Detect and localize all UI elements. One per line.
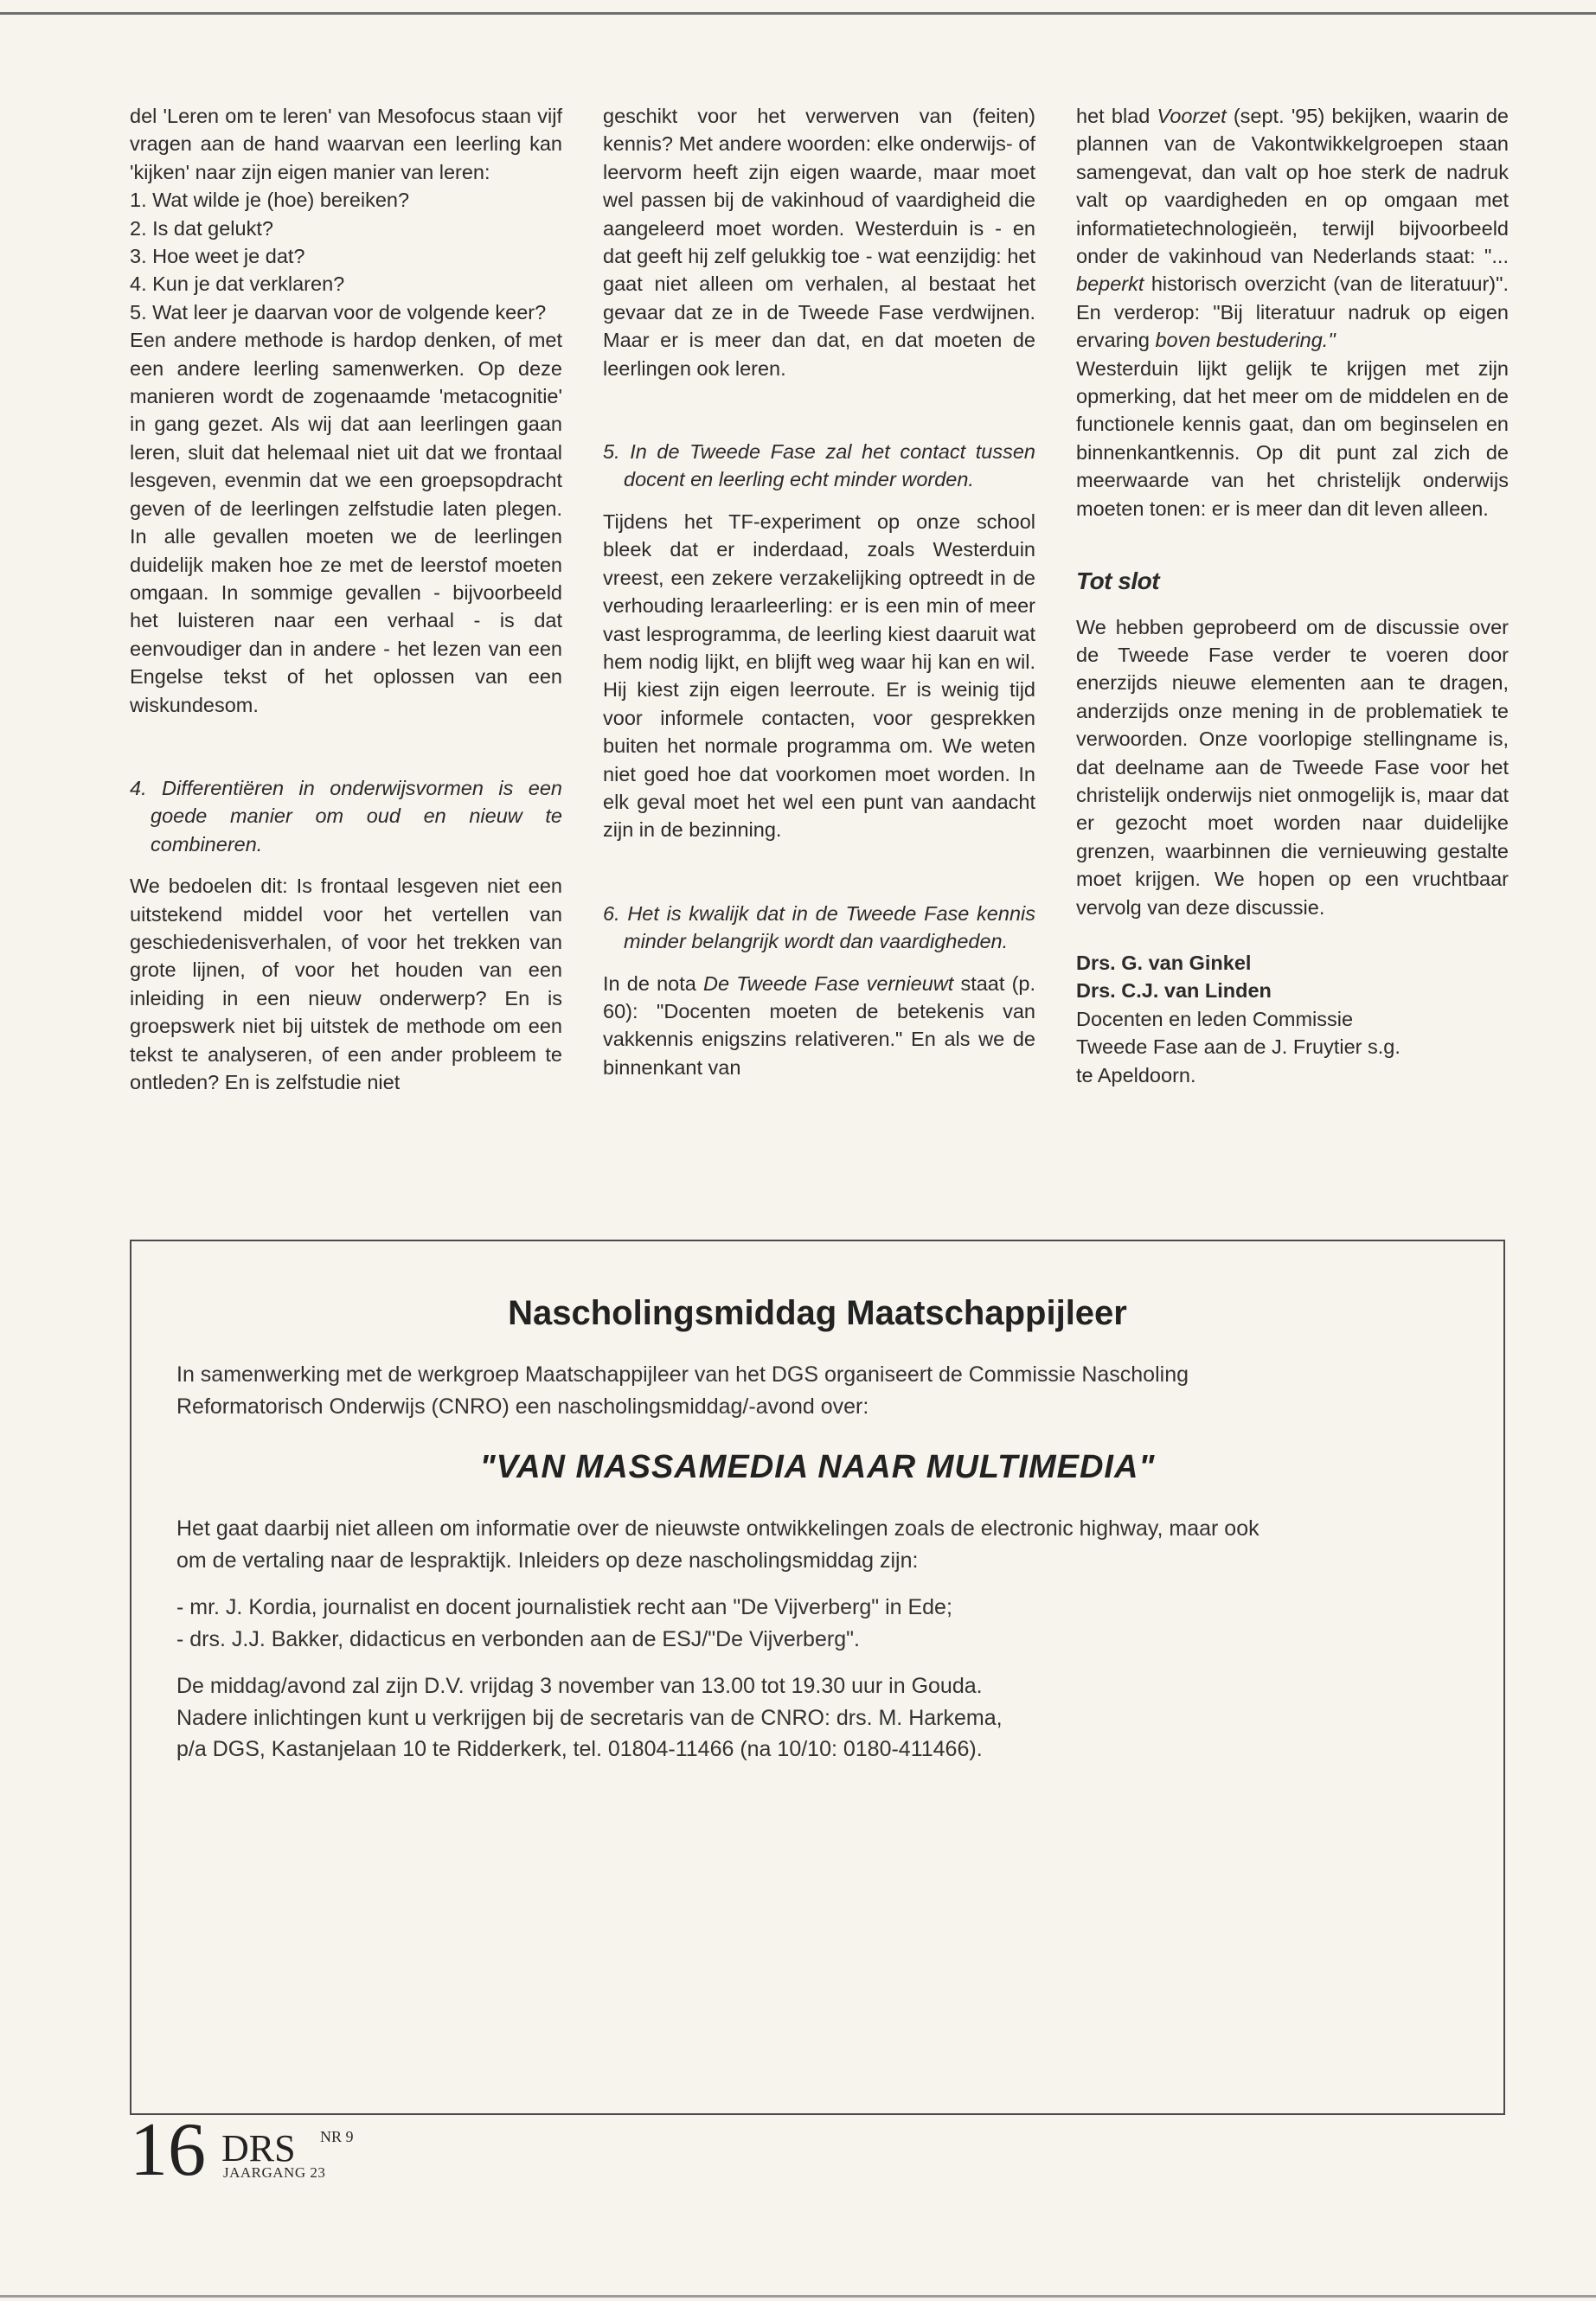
announcement-body: Het gaat daarbij niet alleen om informatie over de nieuwste ontwikkelingen zoals de electronic highway, maar ook bbox=[176, 1516, 1259, 1541]
statement-6: 6. Het is kwalijk dat in de Tweede Fase kennis minder belangrijk wordt dan vaardigheden. bbox=[603, 901, 1035, 953]
col2-paragraph-2: Tijdens het TF-experiment op onze school bleek dat er inderdaad, zoals Westerduin vreest, een zekere verzakelijking optreedt in de verhouding leraarleerling: er is een min of meer vast lesprogramma, de leerling kiest daaruit wat hem nodig lijkt, en blijft weg waar hij kan en wil. Hij kiest zijn eigen leerroute. Er is weinig tijd voor informele contacten, voor gesprekken buiten het normale programma om. We weten niet goed hoe dat voorkomen moet worden. In elk geval moet het wel een punt van aandacht zijn in de bezinning. bbox=[603, 510, 1035, 842]
col1-paragraph: Een andere methode is hardop denken, of met een andere leerling samenwerken. Op deze manieren wordt de zogenaamde 'metacognitie' in gang gezet. Als wij dat aan leerlingen gaan leren, sluit dat helemaal niet uit dat we frontaal lesgeven, evenmin dat we een groepsopdracht geven of de leerlingen zelfstudie laten plegen. In alle gevallen moeten we de leerlingen duidelijk maken hoe ze met de leerstof moeten omgaan. In sommige gevallen - bijvoorbeeld het luisteren naar een verhaal - is dat eenvoudiger dan in andere - het lezen van een Engelse tekst of het oplossen van een wiskundesom. bbox=[130, 329, 562, 716]
magazine-name: DRS bbox=[221, 2127, 296, 2170]
col2-paragraph: geschikt voor het verwerven van (feiten) kennis? Met andere woorden: elke onderwijs- of leervorm heeft zijn eigen waarde, maar moet wel passen bij de vakinhoud of vaardigheid die aangeleerd moet worden. Westerduin is - en dat geeft hij zelf gelukkig toe - wat eenzijdig: het gaat niet alleen om verhalen, al bestaat het gevaar dat ze in de Tweede Fase verdwijnen. Maar er is meer dan dat, en dat moeten de leerlingen ook leren. bbox=[603, 105, 1035, 380]
page-number: 16 bbox=[130, 2108, 206, 2192]
announcement-details: De middag/avond zal zijn D.V. vrijdag 3 november van 13.00 tot 19.30 uur in Gouda. bbox=[176, 1674, 983, 1698]
speaker-item: - mr. J. Kordia, journalist en docent journalistiek recht aan "De Vijverberg" in Ede; bbox=[176, 1595, 952, 1619]
announcement-subtitle: "VAN MASSAMEDIA NAAR MULTIMEDIA" bbox=[479, 1449, 1156, 1485]
column-2 bbox=[603, 102, 1035, 1081]
announcement-body: om de vertaling naar de lespraktijk. Inleiders op deze nascholingsmiddag zijn: bbox=[176, 1548, 919, 1573]
text-run: historisch overzicht (van de literatuur)". En verderop: "Bij literatuur nadruk op eigen ervaring bbox=[1076, 272, 1509, 352]
volume-label: JAARGANG 23 bbox=[223, 2164, 326, 2181]
announcement-details: p/a DGS, Kastanjelaan 10 te Ridderkerk, tel. 01804-11466 (na 10/10: 0180-411466). bbox=[176, 1737, 983, 1761]
text-run: het blad bbox=[1076, 105, 1157, 127]
section-heading: Tot slot bbox=[1076, 567, 1160, 595]
top-rule bbox=[0, 12, 1596, 15]
page-footer bbox=[130, 2107, 562, 2202]
author-name: Drs. C.J. van Linden bbox=[1076, 979, 1272, 1003]
col3-paragraph-3: We hebben geprobeerd om de discussie over de Tweede Fase verder te voeren door enerzijds nieuwe elementen aan te dragen, anderzijds onze mening in de problematiek te verwoorden. Onze voorlopige stellingname is, dat deelname aan de Tweede Fase voor het christelijk onderwijs niet onmogelijk is, maar dat er gezocht moet worden naar duidelijke grenzen, waarbinnen die vernieuwing gestalte moet krijgen. We hopen op een vruchtbaar vervolg van deze discussie. bbox=[1076, 615, 1509, 919]
voorzet-title: Voorzet bbox=[1157, 105, 1227, 127]
text-run: In de nota bbox=[603, 971, 704, 995]
author-name: Drs. G. van Ginkel bbox=[1076, 951, 1252, 974]
reflection-questions-list bbox=[130, 186, 562, 326]
list-item: 5. Wat leer je daarvan voor de volgende keer? bbox=[130, 300, 547, 324]
author-role: Docenten en leden Commissie bbox=[1076, 1007, 1354, 1030]
announcement-box bbox=[130, 1240, 1505, 2115]
list-item: 4. Kun je dat verklaren? bbox=[130, 272, 345, 296]
col3-paragraph bbox=[1076, 102, 1509, 355]
column-3 bbox=[1076, 102, 1509, 1089]
announcement-intro: Reformatorisch Onderwijs (CNRO) een nascholingsmiddag/-avond over: bbox=[176, 1394, 869, 1419]
col1-intro: del 'Leren om te leren' van Mesofocus staan vijf vragen aan de hand waarvan een leerling kan 'kijken' naar zijn eigen manier van leren: bbox=[130, 105, 562, 183]
issue-number: NR 9 bbox=[320, 2128, 354, 2145]
statement-5: 5. In de Tweede Fase zal het contact tussen docent en leerling echt minder worden. bbox=[603, 440, 1035, 491]
list-item: 2. Is dat gelukt? bbox=[130, 216, 273, 240]
announcement-title: Nascholingsmiddag Maatschappijleer bbox=[508, 1294, 1127, 1332]
statement-4: 4. Differentiëren in onderwijsvormen is een goede manier om oud en nieuw te combineren. bbox=[130, 776, 562, 856]
list-item: 3. Hoe weet je dat? bbox=[130, 245, 305, 268]
col2-paragraph-3 bbox=[603, 970, 1035, 1082]
bottom-rule bbox=[0, 2295, 1596, 2298]
list-item: 1. Wat wilde je (hoe) bereiken? bbox=[130, 189, 410, 212]
speaker-item: - drs. J.J. Bakker, didacticus en verbonden aan de ESJ/"De Vijverberg". bbox=[176, 1626, 860, 1651]
announcement-details: Nadere inlichtingen kunt u verkrijgen bij de secretaris van de CNRO: drs. M. Harkema, bbox=[176, 1705, 1003, 1730]
emphasis: beperkt bbox=[1076, 272, 1144, 296]
col1-paragraph-2: We bedoelen dit: Is frontaal lesgeven niet een uitstekend middel voor het vertellen van geschiedenisverhalen, of voor het trekken van grote lijnen, of voor het houden van een inleiding in een nieuw onderwerp? En is groepswerk niet bij uitstek de methode om een tekst te analyseren, of een ander probleem te ontleden? En is zelfstudie niet bbox=[130, 875, 562, 1093]
nota-title: De Tweede Fase vernieuwt bbox=[703, 971, 954, 995]
col3-paragraph-2: Westerduin lijkt gelijk te krijgen met zijn opmerking, dat het meer om de middelen en de functionele kennis gaat, dan om beginselen en binnenkantkennis. Op dit punt zal zich de meerwaarde van het christelijk onderwijs moeten tonen: er is meer dan dit leven alleen. bbox=[1076, 356, 1509, 520]
text-run: (sept. '95) bekijken, waarin de plannen van de Vakontwikkelgroepen staan samengevat, dan valt op hoe sterk de nadruk valt op vaardigheden en op omgaan met informatietechnologieën, terwijl bijvoorbeeld onder de vakinhoud van Nederlands staat: "... bbox=[1076, 105, 1509, 268]
column-1 bbox=[130, 102, 562, 1096]
author-role: te Apeldoorn. bbox=[1076, 1063, 1196, 1086]
text-run: staat (p. 60): "Docenten moeten de betekenis van vakkennis enigszins relativeren." En als we de binnenkant van bbox=[603, 971, 1035, 1079]
author-role: Tweede Fase aan de J. Fruytier s.g. bbox=[1076, 1035, 1401, 1059]
emphasis: boven bestudering." bbox=[1155, 329, 1336, 352]
announcement-intro: In samenwerking met de werkgroep Maatschappijleer van het DGS organiseert de Commissie Nascholing bbox=[176, 1362, 1189, 1387]
